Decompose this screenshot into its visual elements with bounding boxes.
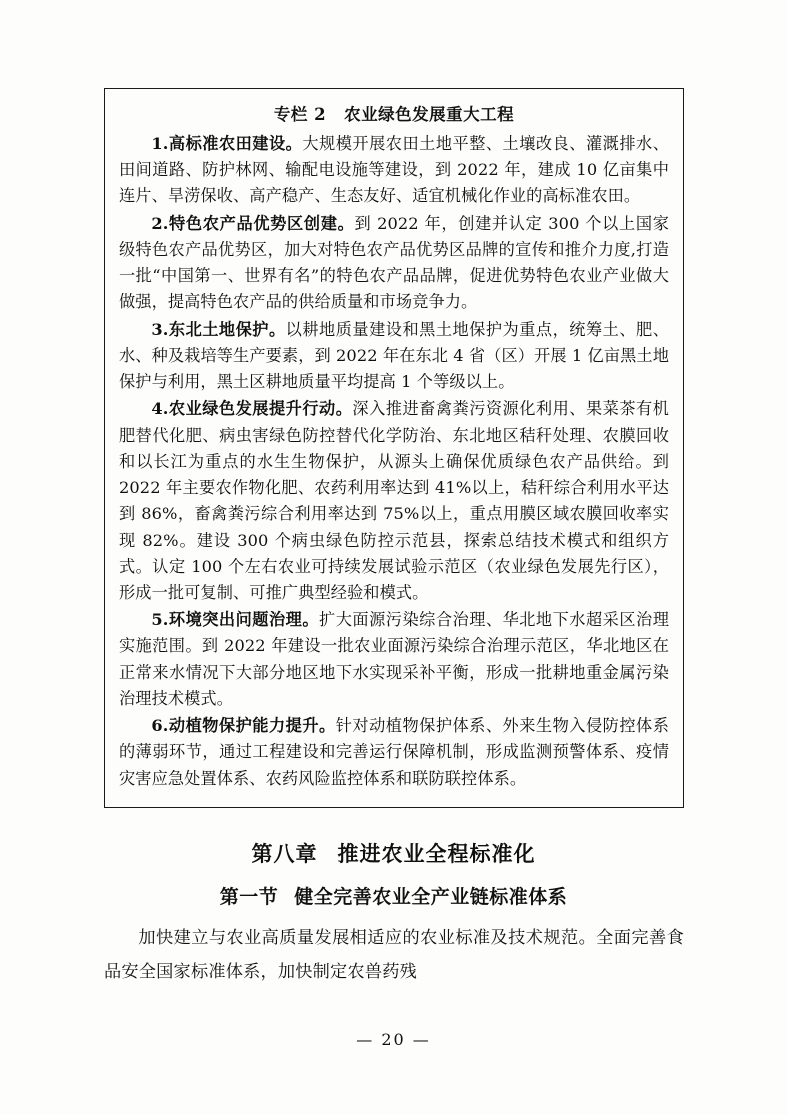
box-item-6 <box>119 713 669 792</box>
box-item-1 <box>119 131 669 210</box>
box-item-3-heading: 3.东北土地保护。 <box>151 319 286 339</box>
box-item-6-text: 针对动植物保护体系、外来生物入侵防控体系的薄弱环节，通过工程建设和完善运行保障机制，形成监测预警体系、疫情灾害应急处置体系、农药风险监控体系和联防联控体系。 <box>119 716 669 788</box>
box-item-4-heading: 4.农业绿色发展提升行动。 <box>151 399 353 419</box>
box-item-2-heading: 2.特色农产品优势区创建。 <box>151 213 355 233</box>
box-item-4 <box>119 396 669 606</box>
box-title-text: 农业绿色发展重大工程 <box>344 105 515 124</box>
highlight-box-agricultural-green-development <box>104 88 684 808</box>
chapter-heading <box>0 838 787 868</box>
box-item-1-heading: 1.高标准农田建设。 <box>151 134 303 153</box>
chapter-heading-text: 推进农业全程标准化 <box>337 841 536 866</box>
box-item-3 <box>119 317 669 396</box>
section-heading-label: 第一节 <box>219 886 279 908</box>
body-paragraph: 加快建立与农业高质量发展相适应的农业标准及技术规范。全面完善食品安全国家标准体系，加快制定农兽药残 <box>104 928 684 982</box>
box-item-5-text: 扩大面源污染综合治理、华北地下水超采区治理实施范围。到 2022 年建设一批农业面源污染综合治理示范区，华北地区在正常来水情况下大部分地区地下水实现采补平衡，形成一批耕地重金属污染治理技术模式。 <box>119 610 669 708</box>
box-item-6-heading: 6.动植物保护能力提升。 <box>151 716 336 736</box>
box-item-5 <box>119 607 669 712</box>
box-item-2 <box>119 211 669 316</box>
box-item-1-text: 大规模开展农田土地平整、土壤改良、灌溉排水、田间道路、防护林网、输配电设施等建设，到 2022 年，建成 10 亿亩集中连片、旱涝保收、高产稳产、生态友好、适宜机械化作业的高标准农田。 <box>119 134 669 206</box>
box-item-5-heading: 5.环境突出问题治理。 <box>151 610 320 630</box>
box-item-3-text: 以耕地质量建设和黑土地保护为重点，统筹土、肥、水、种及栽培等生产要素，到 2022 年在东北 4 省（区）开展 1 亿亩黑土地保护与利用，黑土区耕地质量平均提高 1 个等级以上。 <box>119 319 669 392</box>
chapter-heading-label: 第八章 <box>251 841 318 866</box>
box-title-label: 专栏 2 <box>273 105 327 124</box>
section-heading-text: 健全完善农业全产业链标准体系 <box>294 886 568 908</box>
box-item-4-text: 深入推进畜禽粪污资源化利用、果菜茶有机肥替代化肥、病虫害绿色防控替代化学防治、东北地区秸秆处理、农膜回收和以长江为重点的水生生物保护，从源头上确保优质绿色农产品供给。到 2022 年主要农作物化肥、农药利用率达到 41%以上，秸秆综合利用水平达到 86%，畜禽粪污综合利用率达到 75%以上，重点用膜区域农膜回收率实现 82%。建设 300 个病虫绿色防控示范县，探索总结技术模式和组织方式。认定 100 个左右农业可持续发展试验示范区（农业绿色发展先行区），形成一批可复制、可推广典型经验和模式。 <box>119 399 669 602</box>
box-item-2-text: 到 2022 年，创建并认定 300 个以上国家级特色农产品优势区，加大对特色农产品优势区品牌的宣传和推介力度,打造一批“中国第一、世界有名”的特色农产品品牌，促进优势特色农业产业做大做强，提高特色农产品的供给质量和市场竞争力。 <box>119 213 669 312</box>
page-number: — 20 — <box>356 1030 431 1049</box>
box-title <box>119 101 669 125</box>
section-heading <box>0 882 787 909</box>
